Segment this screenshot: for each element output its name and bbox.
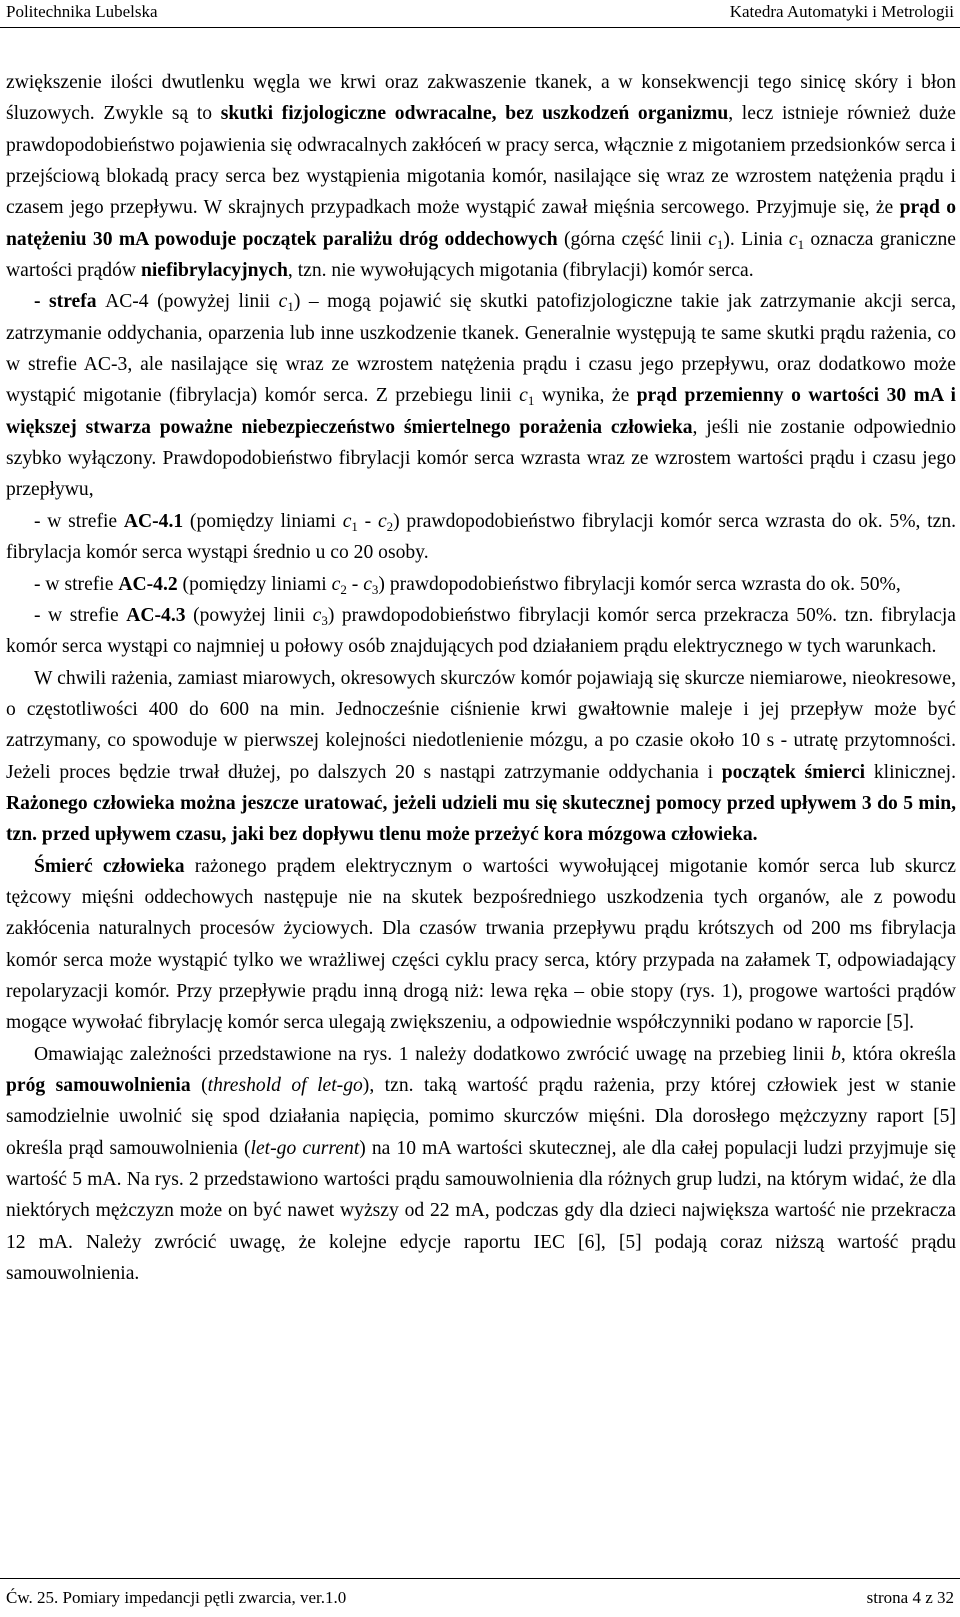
page-footer — [0, 1578, 960, 1617]
symbol-c: c — [363, 573, 372, 595]
bold-text: niefibrylacyjnych — [140, 260, 288, 282]
subscript: 3 — [371, 581, 379, 597]
bold-text: próg samouwolnienia — [6, 1075, 191, 1096]
symbol-c: c — [312, 604, 322, 626]
subscript: 1 — [287, 299, 294, 315]
text: (powyżej linii — [148, 291, 279, 313]
symbol-c: c — [377, 510, 387, 532]
paragraph-3 — [6, 506, 956, 569]
bold-text: AC-4.2 — [118, 573, 178, 595]
subscript: 2 — [386, 518, 394, 534]
paragraph-5 — [6, 600, 956, 663]
text: (górna część linii — [557, 228, 709, 250]
symbol-c: c — [342, 510, 352, 532]
text: ) prawdopodobieństwo fibrylacji komór serca wzrasta do ok. 5%, tzn. fibrylacja komór serca wystąpi średnio u co 20 osoby. — [6, 510, 957, 564]
italic-text: b — [831, 1043, 841, 1065]
text: rażonego prądem elektrycznym o wartości wywołującej migotanie komór serca lub skurcz tężcowy mięśni oddechowych następuje nie na skutek bezpośredniego uszkodzenia tych organów, ale z powodu zakłócenia naturalnych procesów życiowych. Dla czasów trwania przepływu prądu krótszych od 200 ms fibrylacja komór serca może wystąpić tylko we wrażliwej części cyklu pracy serca, który przypada na załamek T, odpowiadający repolaryzacji komór. Przy przepływie prądu inną drogą niż: lewa ręka – obie stopy (rys. 1), progowe wartości prądów mogące wywołać fibrylację komór serca ulegają zwiększeniu, a odpowiednie współczynniki podano w raporcie [5]. — [6, 855, 956, 1034]
text: wynika, że — [534, 385, 637, 407]
document-body — [6, 67, 956, 1289]
text: oznacza graniczne wartości prądów — [6, 228, 956, 282]
subscript: 2 — [340, 581, 347, 597]
subscript: 1 — [797, 236, 805, 252]
text: ) – mogą pojawić się skutki patofizjologiczne takie jak zatrzymanie akcji serca, zatrzymanie oddychania, oparzenia lub inne uszkodzenie tkanek. Generalnie występują te same skutki prądu rażenia, co w strefie AC-3, ale nasilające się wraz ze wzrostem natężenia prądu i czasu jego przepływu, oraz dodatkowo może wystąpić migotanie (fibrylacja) komór serca. Z przebiegu linii — [6, 291, 956, 407]
text: - — [346, 573, 364, 595]
subscript: 3 — [321, 612, 328, 628]
text: (pomiędzy liniami — [183, 510, 343, 532]
bold-text: początek śmierci — [721, 761, 866, 783]
text: , lecz istnieje również duże prawdopodobieństwo pojawienia się odwracalnych zakłóceń w pracy serca, włącznie z migotaniem przedsionków serca i przejściową blokadą pracy serca bez wystąpienia migotania komór, nasilające się wraz ze wzrostem natężenia prądu i czasem jego przepływu. W skrajnych przypadkach może wystąpić zawał mięśnia sercowego. Przyjmuje się, że — [6, 103, 956, 219]
paragraph-6 — [6, 663, 956, 851]
text: Omawiając zależności przedstawione na rys. 1 należy dodatkowo zwrócić uwagę na przebieg linii — [34, 1043, 832, 1065]
bold-text: AC-4.3 — [126, 604, 186, 626]
footer-page-number: strona 4 z 32 — [866, 1588, 954, 1607]
text: ) na 10 mA wartości skutecznej, ale dla całej populacji ludzi przyjmuje się wartość 5 mA. Na rys. 2 przedstawiono wartości prądu samouwolnienia dla różnych grup ludzi, na którym widać, że dla niektórych mężczyzn może on być nawet wyższy od 22 mA, podczas gdy dla dzieci największa wartość nie przekracza 12 mA. Należy zwrócić uwagę, że kolejne edycje raportu IEC [6], [5] podają coraz niższą wartość prądu samouwolnienia. — [6, 1137, 956, 1285]
text: , tzn. nie wywołujących migotania (fibrylacji) komór serca. — [287, 260, 754, 282]
text: ( — [190, 1075, 208, 1096]
symbol-c: c — [278, 291, 288, 313]
bold-text: - strefa — [34, 291, 106, 313]
bold-text: Śmierć człowieka — [34, 855, 185, 877]
paragraph-2 — [6, 286, 956, 505]
text: (pomiędzy liniami — [177, 573, 332, 595]
paragraph-4 — [6, 569, 956, 600]
text: - — [357, 510, 378, 532]
header-rule — [0, 27, 960, 28]
header-department: Katedra Automatyki i Metrologii — [729, 2, 954, 21]
text: klinicznej. — [865, 761, 956, 783]
italic-text: threshold of let-go — [207, 1075, 363, 1096]
text: - w strefie — [34, 604, 127, 626]
page-header — [0, 0, 960, 30]
text: zwiększenie ilości dwutlenku węgla we krwi oraz zakwaszenie tkanek, a w konsekwencji tego sinicę skóry i błon śluzowych. Zwykle są to — [6, 72, 956, 125]
text: W chwili rażenia, zamiast miarowych, okresowych skurczów komór pojawiają się skurcze niemiarowe, nieokresowe, o częstotliwości 400 do 600 na min. Jednocześnie ciśnienie krwi gwałtownie maleje i jej przepływ może być zatrzymany, co spowoduje w pierwszej kolejności niedotlenienie mózgu, a po czasie około 10 s - utratę przytomności. Jeżeli proces będzie trwał dłużej, po dalszych 20 s nastąpi zatrzymanie oddychania i — [6, 667, 956, 783]
bold-text: AC-4.1 — [123, 510, 184, 532]
bold-text: skutki fizjologiczne odwracalne, bez uszkodzeń organizmu — [220, 103, 729, 125]
text: - w strefie — [34, 510, 124, 532]
text: , jeśli nie zostanie odpowiednio szybko wyłączony. Prawdopodobieństwo fibrylacji komór serca wzrasta wraz ze wzrostem wartości prądu i czasu jego przepływu, — [6, 416, 956, 501]
symbol-c: c — [331, 573, 341, 595]
footer-rule — [0, 1578, 960, 1579]
paragraph-7 — [6, 851, 956, 1039]
header-institution: Politechnika Lubelska — [6, 2, 158, 21]
text: ) prawdopodobieństwo fibrylacji komór serca przekracza 50%. tzn. fibrylacja komór serca wystąpi co najmniej u połowy osób znajdujących pod działaniem prądu elektrycznego w tych warunkach. — [6, 604, 956, 658]
paragraph-8 — [6, 1039, 956, 1290]
bold-text: Rażonego człowieka można jeszcze uratować, jeżeli udzieli mu się skutecznej pomocy przed upływem 3 do 5 min, tzn. przed upływem czasu, jaki bez dopływu tlenu może przeżyć kora mózgowa człowieka. — [6, 792, 956, 846]
subscript: 1 — [351, 518, 358, 534]
text: - w strefie — [34, 573, 119, 595]
text: ) prawdopodobieństwo fibrylacji komór serca wzrasta do ok. 50%, — [378, 573, 901, 595]
symbol-c: c — [519, 385, 528, 407]
zone-label: AC-4 — [105, 291, 149, 313]
text: ). Linia — [723, 228, 789, 250]
text: (powyżej linii — [185, 604, 313, 626]
symbol-c: c — [708, 228, 717, 250]
bold-text: prąd o natężeniu 30 mA powoduje początek paraliżu dróg oddechowych — [6, 197, 956, 250]
footer-exercise-title: Ćw. 25. Pomiary impedancji pętli zwarcia, ver.1.0 — [6, 1588, 347, 1607]
paragraph-1 — [6, 67, 956, 286]
text: , która określa — [840, 1043, 956, 1065]
subscript: 1 — [716, 236, 724, 252]
subscript: 1 — [527, 393, 535, 409]
symbol-c: c — [788, 228, 798, 250]
text: ), tzn. taką wartość prądu rażenia, przy której człowiek jest w stanie samodzielnie uwolnić się spod działania napięcia, pomimo skurczów mięśni. Dla dorosłego mężczyzny raport [5] określa prąd samouwolnienia ( — [6, 1075, 956, 1159]
bold-text: prąd przemienny o wartości 30 mA i większej stwarza poważne niebezpieczeństwo śmiertelnego porażenia człowieka — [6, 385, 957, 438]
italic-text: let-go current — [250, 1137, 360, 1159]
